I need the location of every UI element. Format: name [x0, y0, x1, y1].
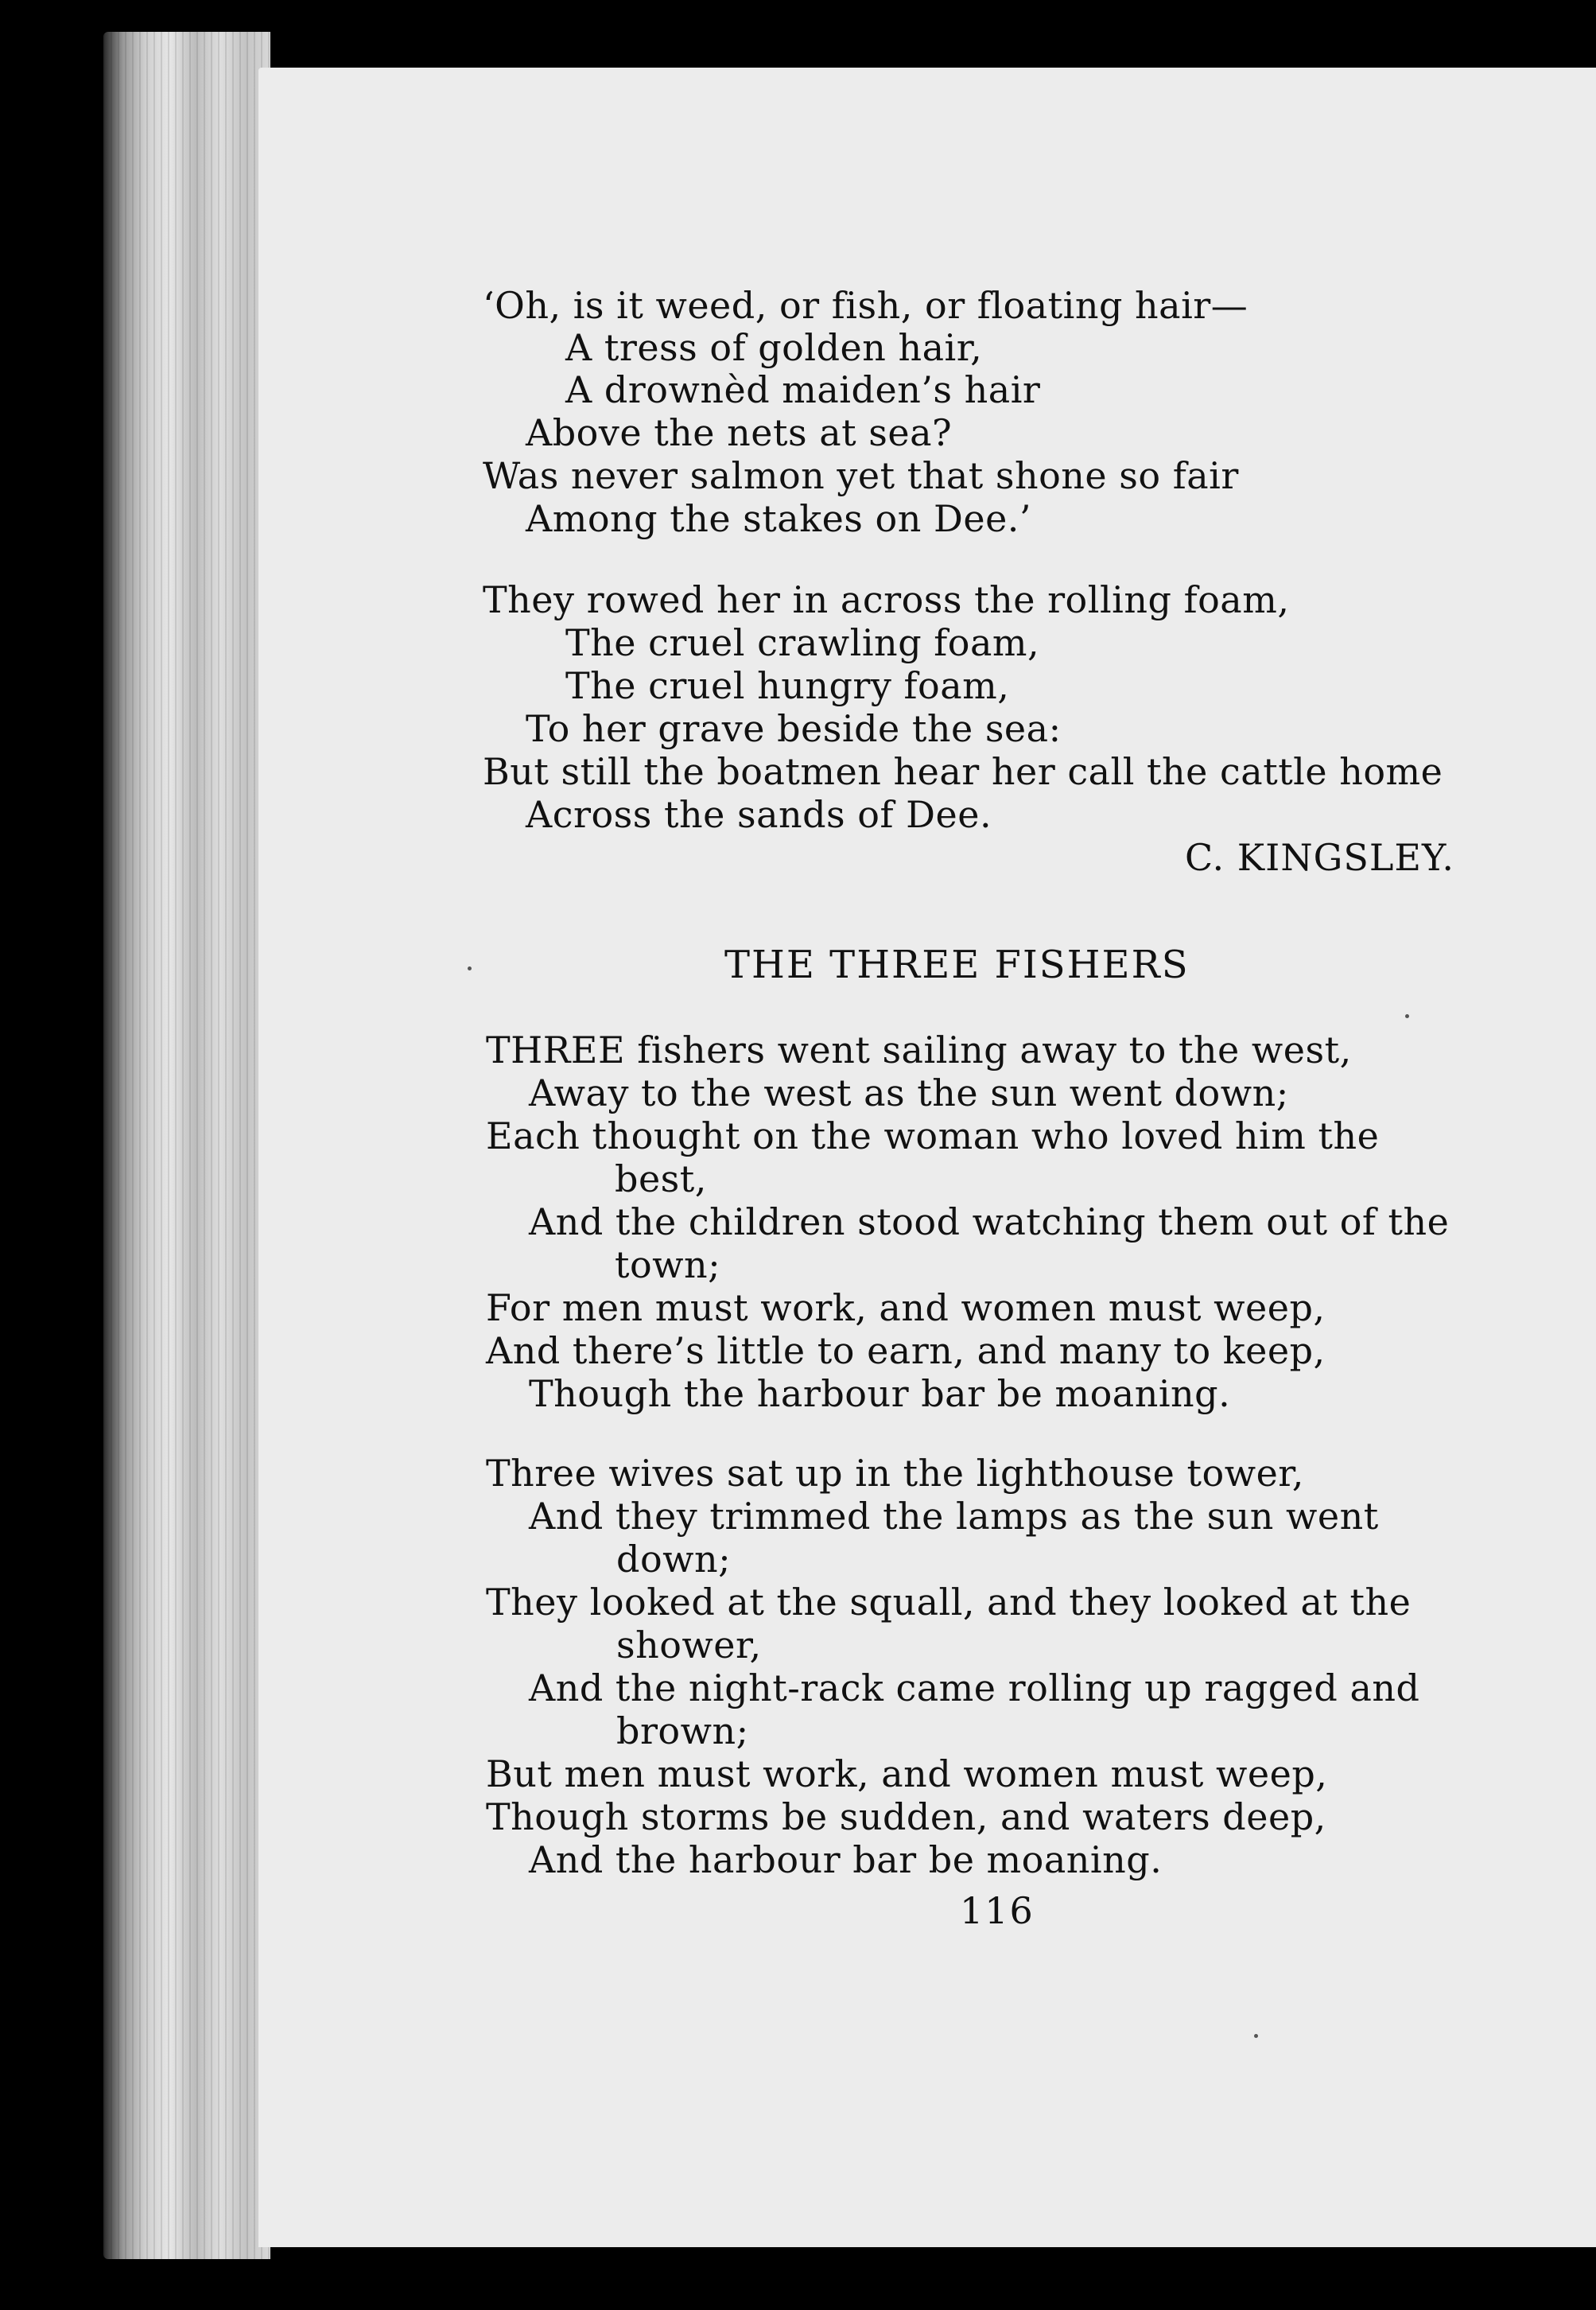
poem-line: THREE fishers went sailing away to the west,	[486, 1029, 1352, 1071]
poem-line: Though the harbour bar be moaning.	[529, 1372, 1231, 1415]
poem-line: shower,	[616, 1624, 762, 1666]
poem-title: THE THREE FISHERS	[724, 943, 1190, 987]
poem-line: But still the boatmen hear her call the cattle home	[483, 750, 1443, 793]
poem-line: town;	[615, 1243, 721, 1286]
poem-line: And the harbour bar be moaning.	[529, 1838, 1163, 1881]
poem-line: Above the nets at sea?	[526, 411, 953, 454]
book-page-edges	[103, 32, 270, 2259]
poem-line: A drownèd maiden’s hair	[565, 368, 1041, 411]
poem-line: And the night-rack came rolling up ragged and	[529, 1666, 1420, 1709]
poem-line: ‘Oh, is it weed, or fish, or floating hair—	[483, 284, 1248, 327]
poem-line: Across the sands of Dee.	[526, 793, 992, 836]
page-text	[258, 68, 1596, 2247]
poem-line: To her grave beside the sea:	[526, 707, 1062, 750]
poem-line: They rowed her in across the rolling foam,	[483, 578, 1290, 621]
poem-line: But men must work, and women must weep,	[486, 1752, 1328, 1795]
poem-line: Among the stakes on Dee.’	[526, 497, 1032, 540]
poem-line: The cruel crawling foam,	[565, 621, 1040, 664]
poem-line: brown;	[616, 1709, 749, 1752]
poem-line: Each thought on the woman who loved him the	[486, 1114, 1380, 1157]
poem-line: A tress of golden hair,	[565, 326, 983, 369]
poem-line: And the children stood watching them out of the	[529, 1200, 1450, 1243]
poem-author: C. KINGSLEY.	[1185, 836, 1455, 879]
book-page	[258, 68, 1596, 2247]
poem-line: And there’s little to earn, and many to keep,	[486, 1329, 1326, 1372]
poem-line: Away to the west as the sun went down;	[529, 1071, 1289, 1114]
poem-line: best,	[615, 1157, 707, 1200]
poem-line: And they trimmed the lamps as the sun went	[529, 1495, 1379, 1538]
poem-line: Was never salmon yet that shone so fair	[483, 454, 1239, 497]
poem-line: Three wives sat up in the lighthouse tower,	[486, 1452, 1304, 1495]
poem-line: For men must work, and women must weep,	[486, 1286, 1326, 1329]
scan-speck	[1254, 2034, 1258, 2038]
scan-speck	[468, 966, 472, 970]
poem-line: The cruel hungry foam,	[565, 664, 1010, 707]
poem-line: They looked at the squall, and they looked at the	[486, 1581, 1412, 1624]
page-number: 116	[960, 1889, 1035, 1932]
poem-line: down;	[616, 1538, 732, 1581]
poem-line: Though storms be sudden, and waters deep,	[486, 1795, 1326, 1838]
scan-speck	[1405, 1014, 1409, 1018]
